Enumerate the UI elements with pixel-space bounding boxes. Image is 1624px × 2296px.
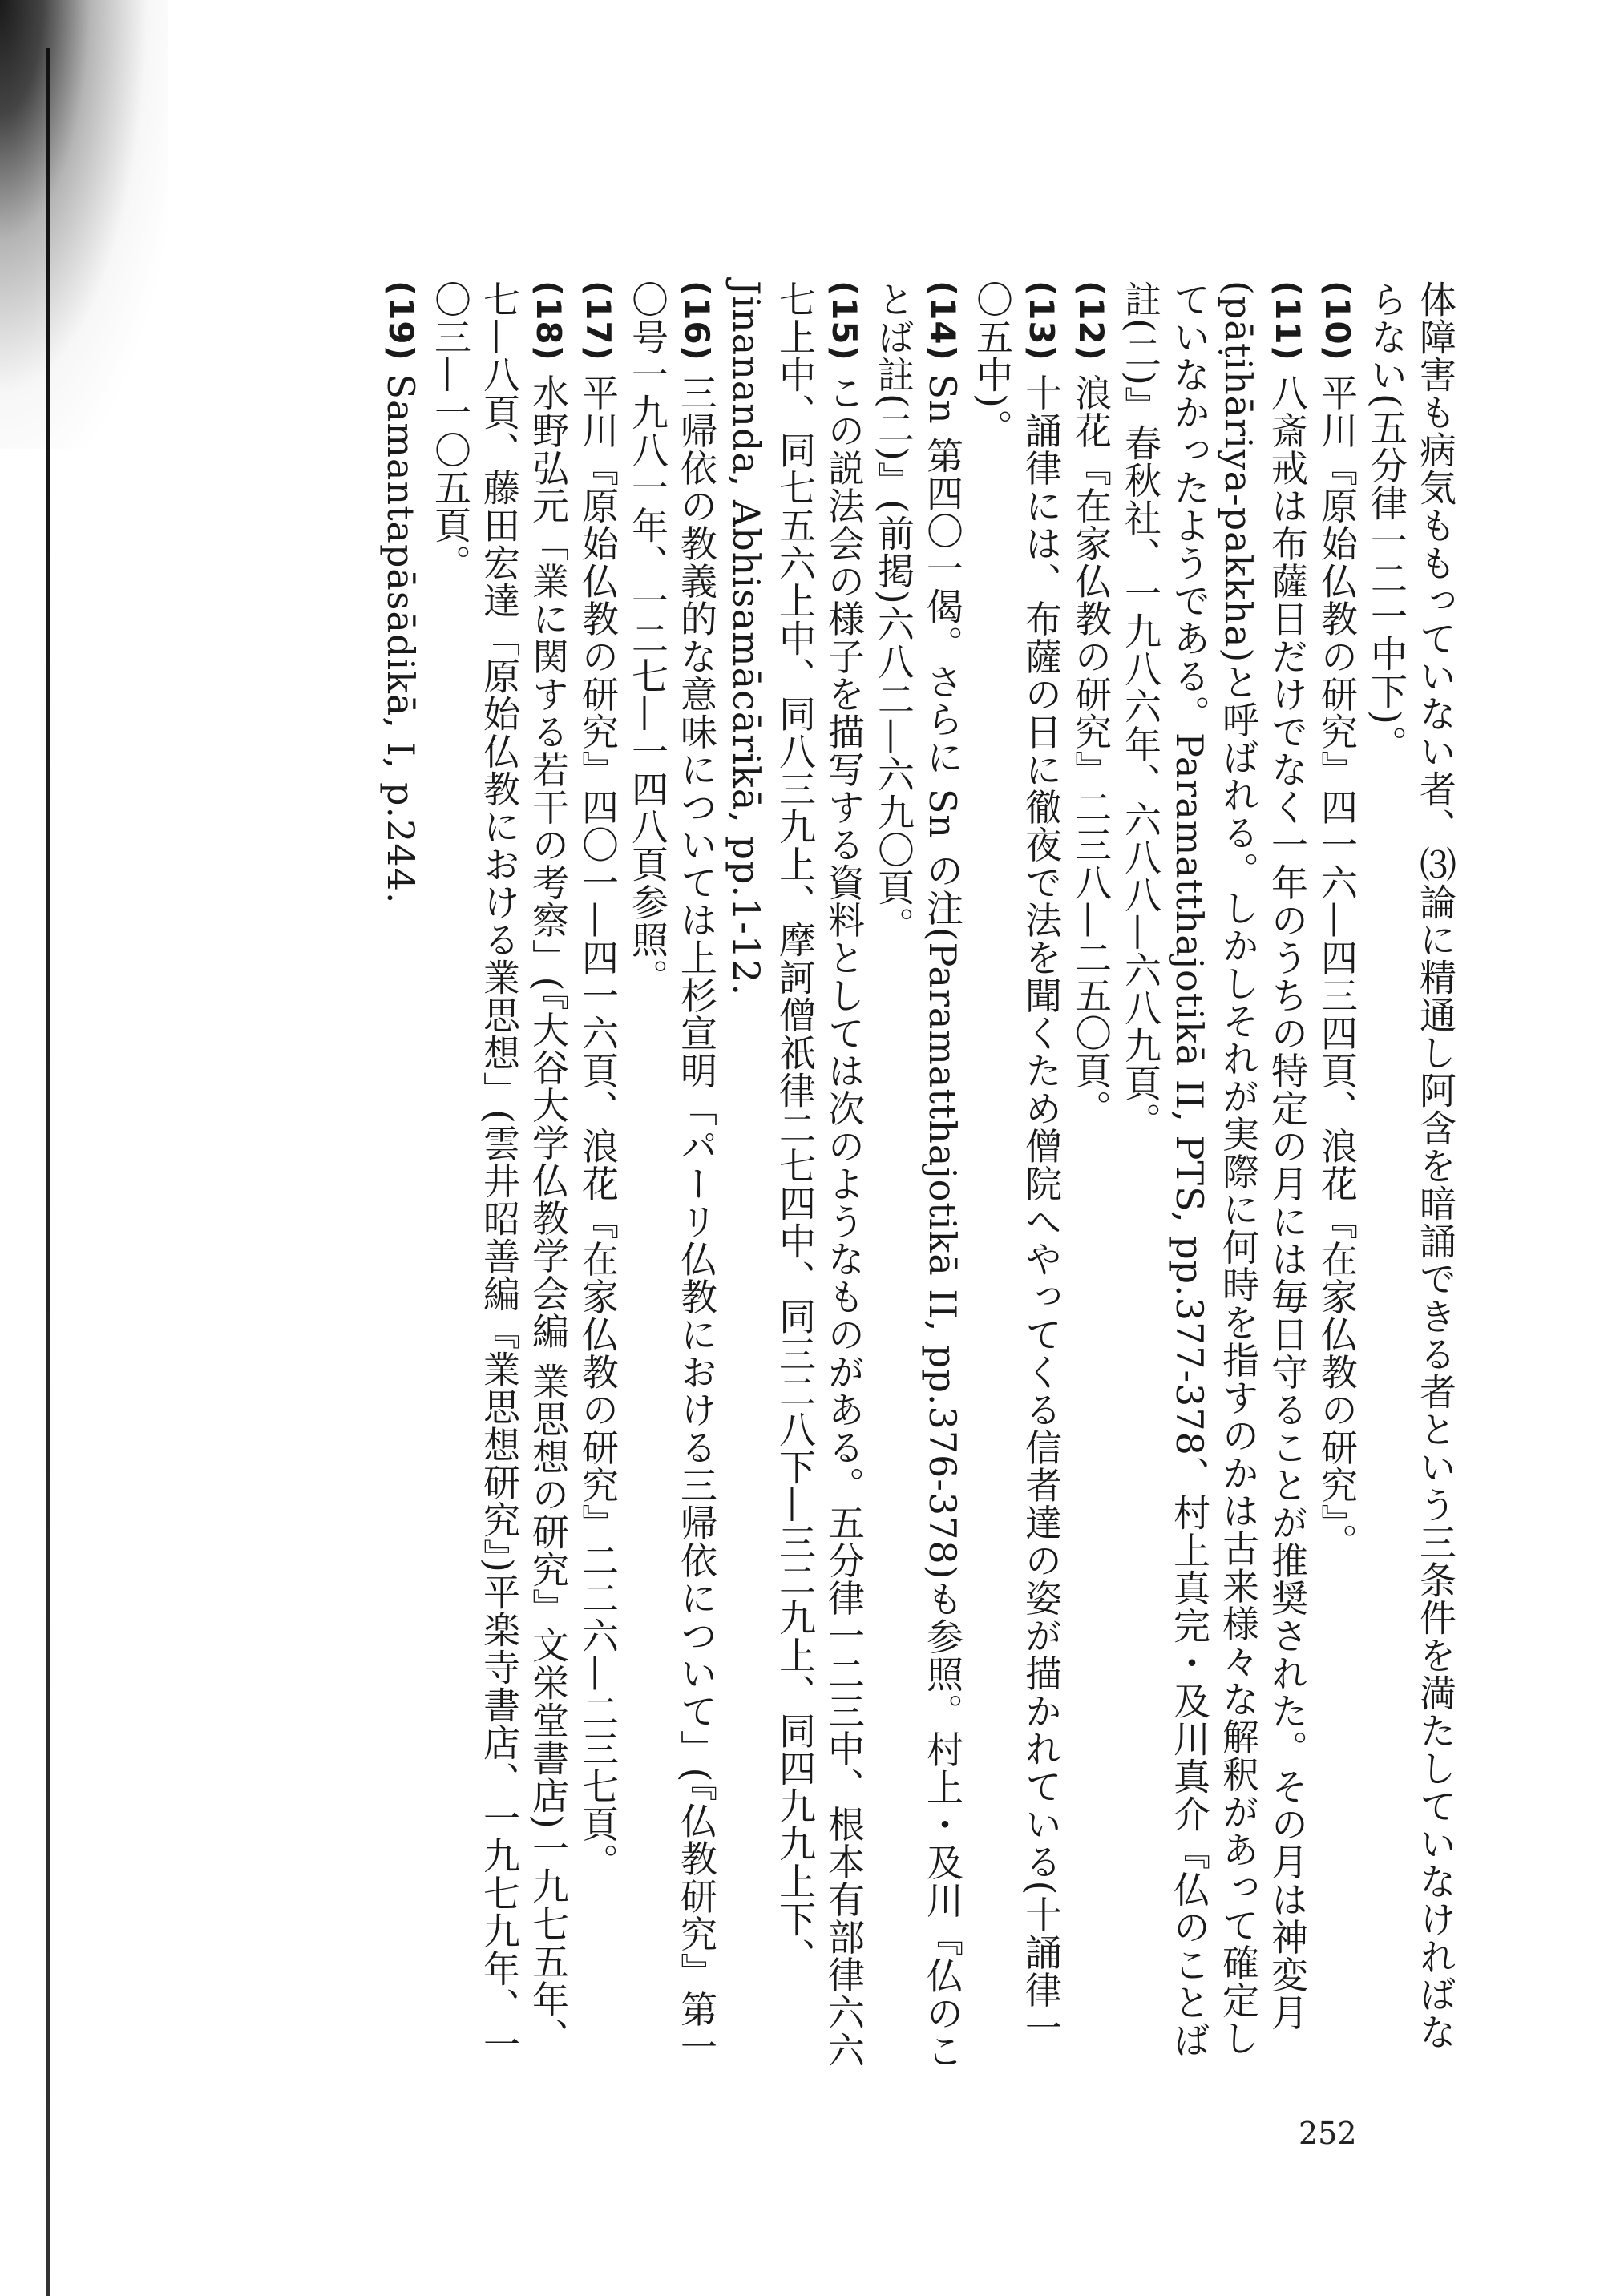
note-text: 三帰依の教義的な意味については上杉宣明「パーリ仏教における三帰依について」(『仏教研究』第一〇号一九八一年、一二七—一四八頁参照。 — [626, 280, 718, 2066]
note-text: 浪花『在家仏教の研究』二三八—二五〇頁。 — [1069, 373, 1113, 1128]
note-text: 水野弘元「業に関する若干の考察」(『大谷大学仏教学会編 業思想の研究』文栄堂書店)一九七五年、七—八頁、藤田宏達「原始仏教における業思想」(雲井昭善編『業思想研究』)平楽寺書店、一九七九年、一〇三—一〇五頁。 — [429, 280, 570, 2063]
note-text: 八斎戒は布薩日だけでなく一年のうちの特定の月には毎日守ることが推奨された。その月は神変月(pāṭihāriya-pakkha)と呼ばれる。しかしそれが実際に何時を指すのかは古来様々な解釈があって確定していなかったようである。Paramatthajotikā II, PTS, pp.377-378、村上真完・及川真介『仏のことば註(二)』春秋社、一九八六年、六八八—六八九頁。 — [1119, 280, 1309, 2059]
note-number: (18) — [529, 280, 568, 361]
note-text: Sn 第四〇一偈。さらに Sn の注(Paramatthajotikā II, pp.376-378)も参照。村上・及川『仏のことば註(二)』(前掲)六八二—六九〇頁。 — [872, 280, 964, 2070]
note-text: 平川『原始仏教の研究』四〇一—四一六頁、浪花『在家仏教の研究』二二六—二三七頁。 — [576, 373, 620, 1881]
note-text: 十誦律には、布薩の日に徹夜で法を聞くため僧院へやってくる信者達の姿が描かれている(十誦律一〇五中)。 — [971, 280, 1063, 2047]
binding-line — [46, 48, 50, 2296]
note-number: (11) — [1268, 280, 1307, 361]
endnotes-block — [376, 280, 1460, 2076]
note-number: (16) — [677, 280, 717, 361]
note-18 — [426, 280, 573, 2076]
note-13 — [968, 280, 1066, 2076]
note-number: (17) — [579, 280, 618, 361]
note-number: (15) — [825, 280, 864, 361]
note-number: (19) — [382, 280, 421, 361]
note-14 — [869, 280, 968, 2076]
binding-shadow — [0, 0, 168, 449]
note-16 — [623, 280, 721, 2076]
note-10 — [1312, 280, 1362, 2076]
note-continuation — [1362, 280, 1460, 2076]
note-number: (13) — [1022, 280, 1061, 361]
note-text: 平川『原始仏教の研究』四一六—四三四頁、浪花『在家仏教の研究』。 — [1315, 373, 1359, 1561]
note-12 — [1066, 280, 1116, 2076]
note-19 — [376, 280, 426, 2076]
note-17 — [573, 280, 623, 2076]
note-15 — [721, 280, 869, 2076]
page-number: 252 — [1299, 2116, 1357, 2151]
note-number: (14) — [923, 280, 963, 361]
note-11 — [1116, 280, 1312, 2076]
note-number: (10) — [1318, 280, 1357, 361]
note-text: Samantapāsādikā, I, p.244. — [379, 373, 422, 905]
note-number: (12) — [1072, 280, 1111, 361]
note-text: この説法会の様子を描写する資料としては次のようなものがある。五分律一二三中、根本有部律六六七上中、同七五六上中、同八三九上、摩訶僧祇律二七四中、同三二八下—三二九上、同四九九上下、Jinananda, Abhisamācārikā, pp.1-12. — [725, 280, 866, 2069]
note-text: 体障害も病気ももっていない者、⑶論に精通し阿含を暗誦できる者という三条件を満たしていなければならない(五分律一二一中下)。 — [1365, 280, 1457, 2051]
